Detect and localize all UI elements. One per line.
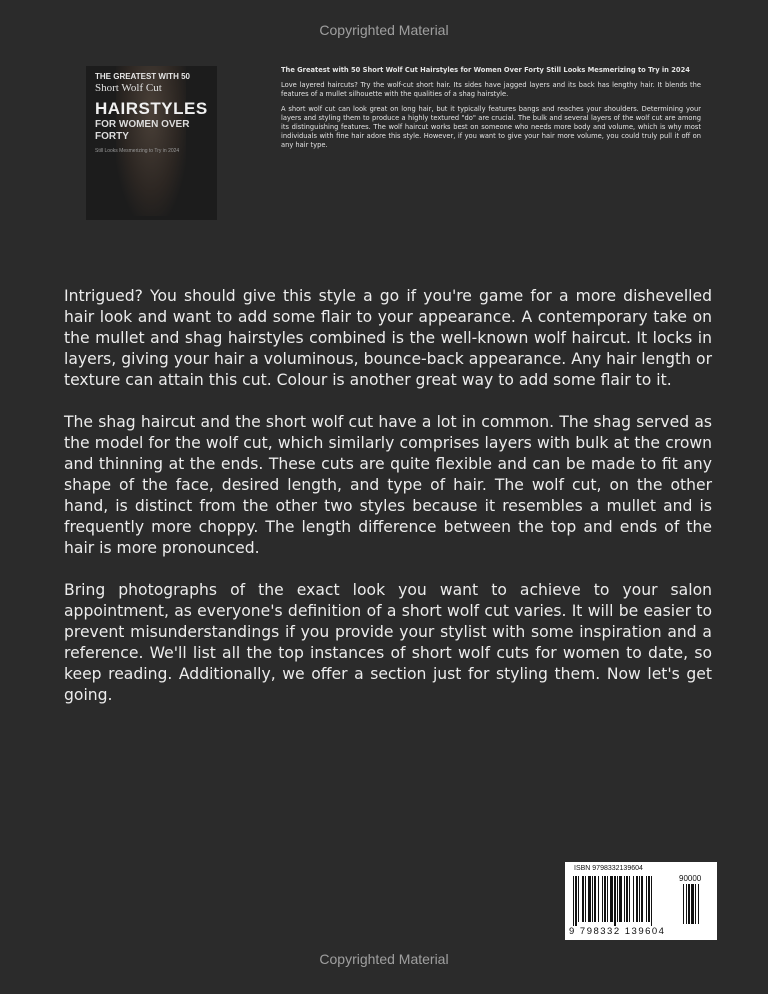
barcode-bar (646, 876, 647, 922)
barcode-bar (639, 876, 640, 922)
isbn-label: ISBN 9798332139604 (574, 865, 643, 872)
barcode-bar (610, 876, 613, 922)
body-text (64, 286, 712, 727)
barcode-bar (626, 876, 628, 922)
intro-column (281, 66, 701, 156)
isbn-barcode (565, 862, 717, 940)
barcode-bar (629, 876, 630, 922)
barcode-bars (571, 876, 711, 926)
barcode-bar (575, 876, 577, 926)
cover-line-1: THE GREATEST WITH 50 (95, 72, 190, 81)
cover-line-4: FOR WOMEN OVER (95, 119, 190, 130)
cover-line-3: HAIRSTYLES (95, 99, 208, 118)
cover-thumbnail (86, 66, 217, 220)
intro-paragraph-1: Love layered haircuts? Try the wolf-cut short hair. Its sides have jagged layers and its back has lengthy hair. It blends the features of a mullet silhouette with the qualities of a shag hairstyle. (281, 81, 701, 98)
barcode-addon-bar (695, 884, 696, 924)
barcode-bar (604, 876, 606, 922)
cover-line-6: Still Looks Mesmerizing to Try in 2024 (95, 148, 180, 154)
intro-title: The Greatest with 50 Short Wolf Cut Hairstyles for Women Over Forty Still Looks Mesmerizing to Try in 2024 (281, 66, 690, 74)
barcode-bar (614, 876, 616, 926)
cover-line-2: Short Wolf Cut (95, 82, 162, 94)
barcode-bar (641, 876, 643, 922)
barcode-bar (578, 876, 579, 922)
barcode-bar (648, 876, 650, 922)
barcode-bar (607, 876, 608, 922)
barcode-addon-bar (688, 884, 690, 924)
watermark-bottom: Copyrighted Material (319, 951, 449, 967)
barcode-bar (651, 876, 652, 926)
barcode-bar (594, 876, 596, 922)
barcode-bar (602, 876, 603, 922)
price-code: 90000 (679, 874, 702, 883)
barcode-addon-bar (686, 884, 687, 924)
barcode-bar (624, 876, 625, 922)
barcode-bar (573, 876, 574, 926)
barcode-bar (636, 876, 638, 922)
ean-digits: 9 798332 139604 (569, 926, 666, 937)
barcode-bar (582, 876, 584, 922)
body-paragraph-1: Intrigued? You should give this style a go if you're game for a more dishevelled hair look and want to add some flair to your appearance. A contemporary take on the mullet and shag hairstyles combined is the well-known wolf haircut. It locks in layers, giving your hair a voluminous, bounce-back appearance. Any hair length or texture can attain this cut. Colour is another great way to add some flair to it. (64, 287, 712, 389)
body-paragraph-2: The shag haircut and the short wolf cut have a lot in common. The shag served as the model for the wolf cut, which similarly comprises layers with bulk at the crown and thinning at the ends. These cuts are quite flexible and can be made to fit any shape of the face, desired length, and type of hair. The wolf cut, on the other hand, is distinct from the other two styles because it resembles a mullet and is frequently more choppy. The length difference between the top and ends of the hair is more pronounced. (64, 413, 712, 557)
barcode-bar (585, 876, 586, 922)
barcode-addon-bar (683, 884, 684, 924)
barcode-bar (633, 876, 634, 922)
barcode-bar (592, 876, 593, 922)
watermark-top: Copyrighted Material (319, 22, 449, 38)
barcode-bar (598, 876, 599, 922)
intro-paragraph-2: A short wolf cut can look great on long hair, but it typically features bangs and reaches your shoulders. Determining your layers and styling them to produce a highly textured "do" are crucial. The bulk and several layers of the wolf cut are among its distinguishing features. The wolf haircut works best on someone who needs more body and volume, which is why most individuals with fine hair adore this style. However, if you want to give your hair more volume, you could truly pull it off on any hair type. (281, 105, 701, 149)
barcode-addon-bar (691, 884, 694, 924)
barcode-bar (619, 876, 622, 922)
cover-line-5: FORTY (95, 131, 129, 142)
barcode-addon-bar (698, 884, 699, 924)
barcode-bar (617, 876, 618, 922)
body-paragraph-3: Bring photographs of the exact look you want to achieve to your salon appointment, as everyone's definition of a short wolf cut varies. It will be easier to prevent misunderstandings if you provide your stylist with some inspiration and a reference. We'll list all the top instances of short wolf cuts for women to date, so keep reading. Additionally, we offer a section just for styling them. Now let's get going. (64, 581, 712, 704)
barcode-bar (588, 876, 591, 922)
